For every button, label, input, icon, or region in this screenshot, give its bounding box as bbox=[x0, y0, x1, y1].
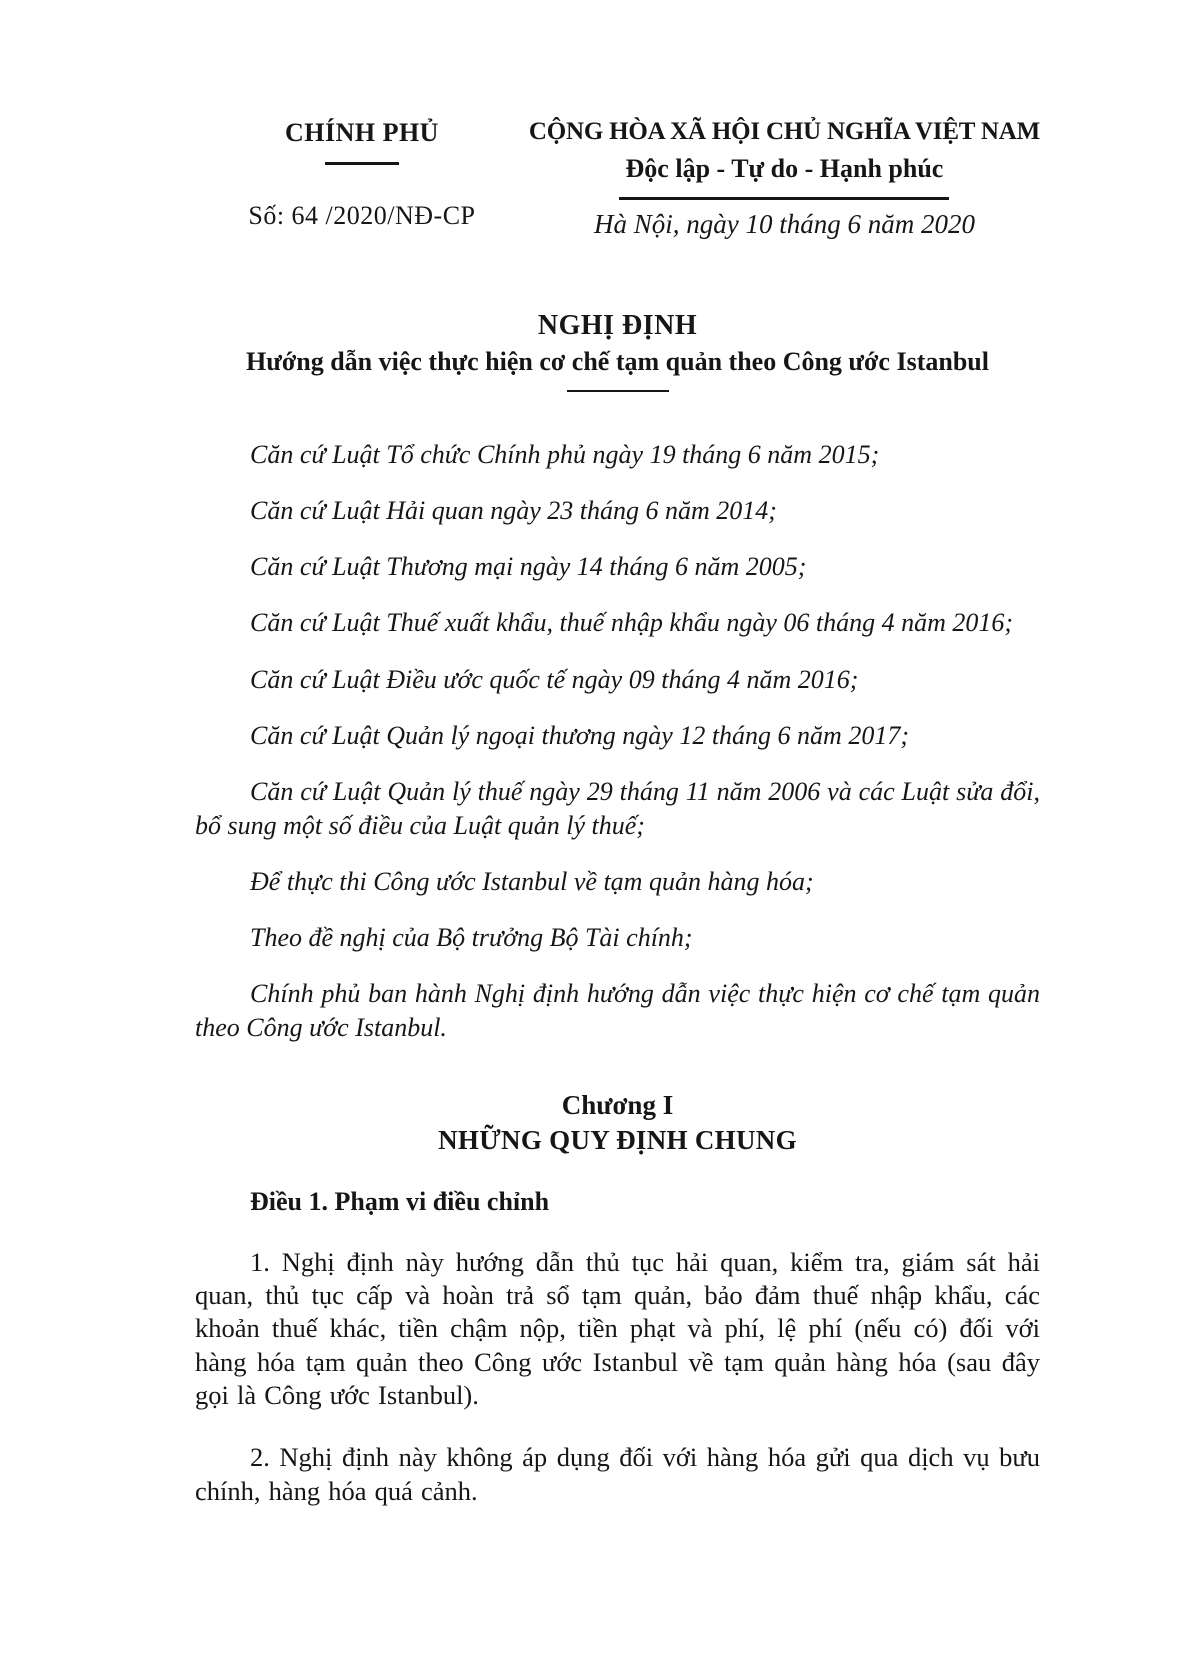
document-header bbox=[195, 118, 1040, 240]
recital: Để thực thi Công ước Istanbul về tạm quản hàng hóa; bbox=[250, 866, 814, 896]
national-motto: Độc lập - Tự do - Hạnh phúc bbox=[625, 153, 944, 183]
national-title: CỘNG HÒA XÃ HỘI CHỦ NGHĨA VIỆT NAM bbox=[528, 118, 1040, 145]
recital: Căn cứ Luật Hải quan ngày 23 tháng 6 năm 2014; bbox=[250, 495, 777, 525]
recital: Theo đề nghị của Bộ trưởng Bộ Tài chính; bbox=[250, 923, 693, 953]
article-heading: Điều 1. Phạm vi điều chỉnh bbox=[250, 1186, 550, 1216]
chapter-label: Chương I bbox=[561, 1089, 674, 1120]
article-clause: 2. Nghị định này không áp dụng đối với hàng hóa gửi qua dịch vụ bưu chính, hàng hóa quá cảnh. bbox=[195, 1442, 1040, 1506]
document-number: Số: 64 /2020/NĐ-CP bbox=[248, 200, 476, 230]
document-subject: Hướng dẫn việc thực hiện cơ chế tạm quản theo Công ước Istanbul bbox=[246, 346, 989, 376]
recital: Chính phủ ban hành Nghị định hướng dẫn việc thực hiện cơ chế tạm quản theo Công ước Istanbul. bbox=[195, 979, 1040, 1042]
recital: Căn cứ Luật Quản lý thuế ngày 29 tháng 11 năm 2006 và các Luật sửa đổi, bổ sung một số điều của Luật quản lý thuế; bbox=[195, 777, 1040, 840]
issuing-authority: CHÍNH PHỦ bbox=[284, 118, 439, 147]
document-content bbox=[195, 118, 1040, 1508]
article-clause: 1. Nghị định này hướng dẫn thủ tục hải quan, kiểm tra, giám sát hải quan, thủ tục cấp và hoàn trả sổ tạm quản, bảo đảm thuế nhập khẩu, các khoản thuế khác, tiền chậm nộp, tiền phạt và phí, lệ phí (nếu có) đối với hàng hóa tạm quản theo Công ước Istanbul về tạm quản hàng hóa (sau đây gọi là Công ước Istanbul). bbox=[195, 1246, 1040, 1411]
motto-divider bbox=[619, 197, 949, 200]
chapter-title: NHỮNG QUY ĐỊNH CHUNG bbox=[438, 1125, 797, 1156]
recital: Căn cứ Luật Điều ước quốc tế ngày 09 tháng 4 năm 2016; bbox=[250, 664, 859, 694]
place-and-date: Hà Nội, ngày 10 tháng 6 năm 2020 bbox=[593, 208, 975, 239]
title-divider bbox=[567, 390, 669, 392]
chapter-heading bbox=[195, 1089, 1040, 1157]
header-left-column bbox=[195, 118, 529, 240]
document-title-block bbox=[195, 310, 1040, 392]
header-right-column bbox=[529, 118, 1040, 240]
recital: Căn cứ Luật Thương mại ngày 14 tháng 6 năm 2005; bbox=[250, 552, 807, 582]
preamble bbox=[195, 438, 1040, 1044]
authority-divider bbox=[325, 162, 399, 165]
document-kind: NGHỊ ĐỊNH bbox=[537, 309, 698, 341]
recital: Căn cứ Luật Thuế xuất khẩu, thuế nhập khẩu ngày 06 tháng 4 năm 2016; bbox=[250, 608, 1014, 638]
recital: Căn cứ Luật Tổ chức Chính phủ ngày 19 tháng 6 năm 2015; bbox=[250, 439, 880, 469]
recital: Căn cứ Luật Quản lý ngoại thương ngày 12 tháng 6 năm 2017; bbox=[250, 720, 909, 750]
